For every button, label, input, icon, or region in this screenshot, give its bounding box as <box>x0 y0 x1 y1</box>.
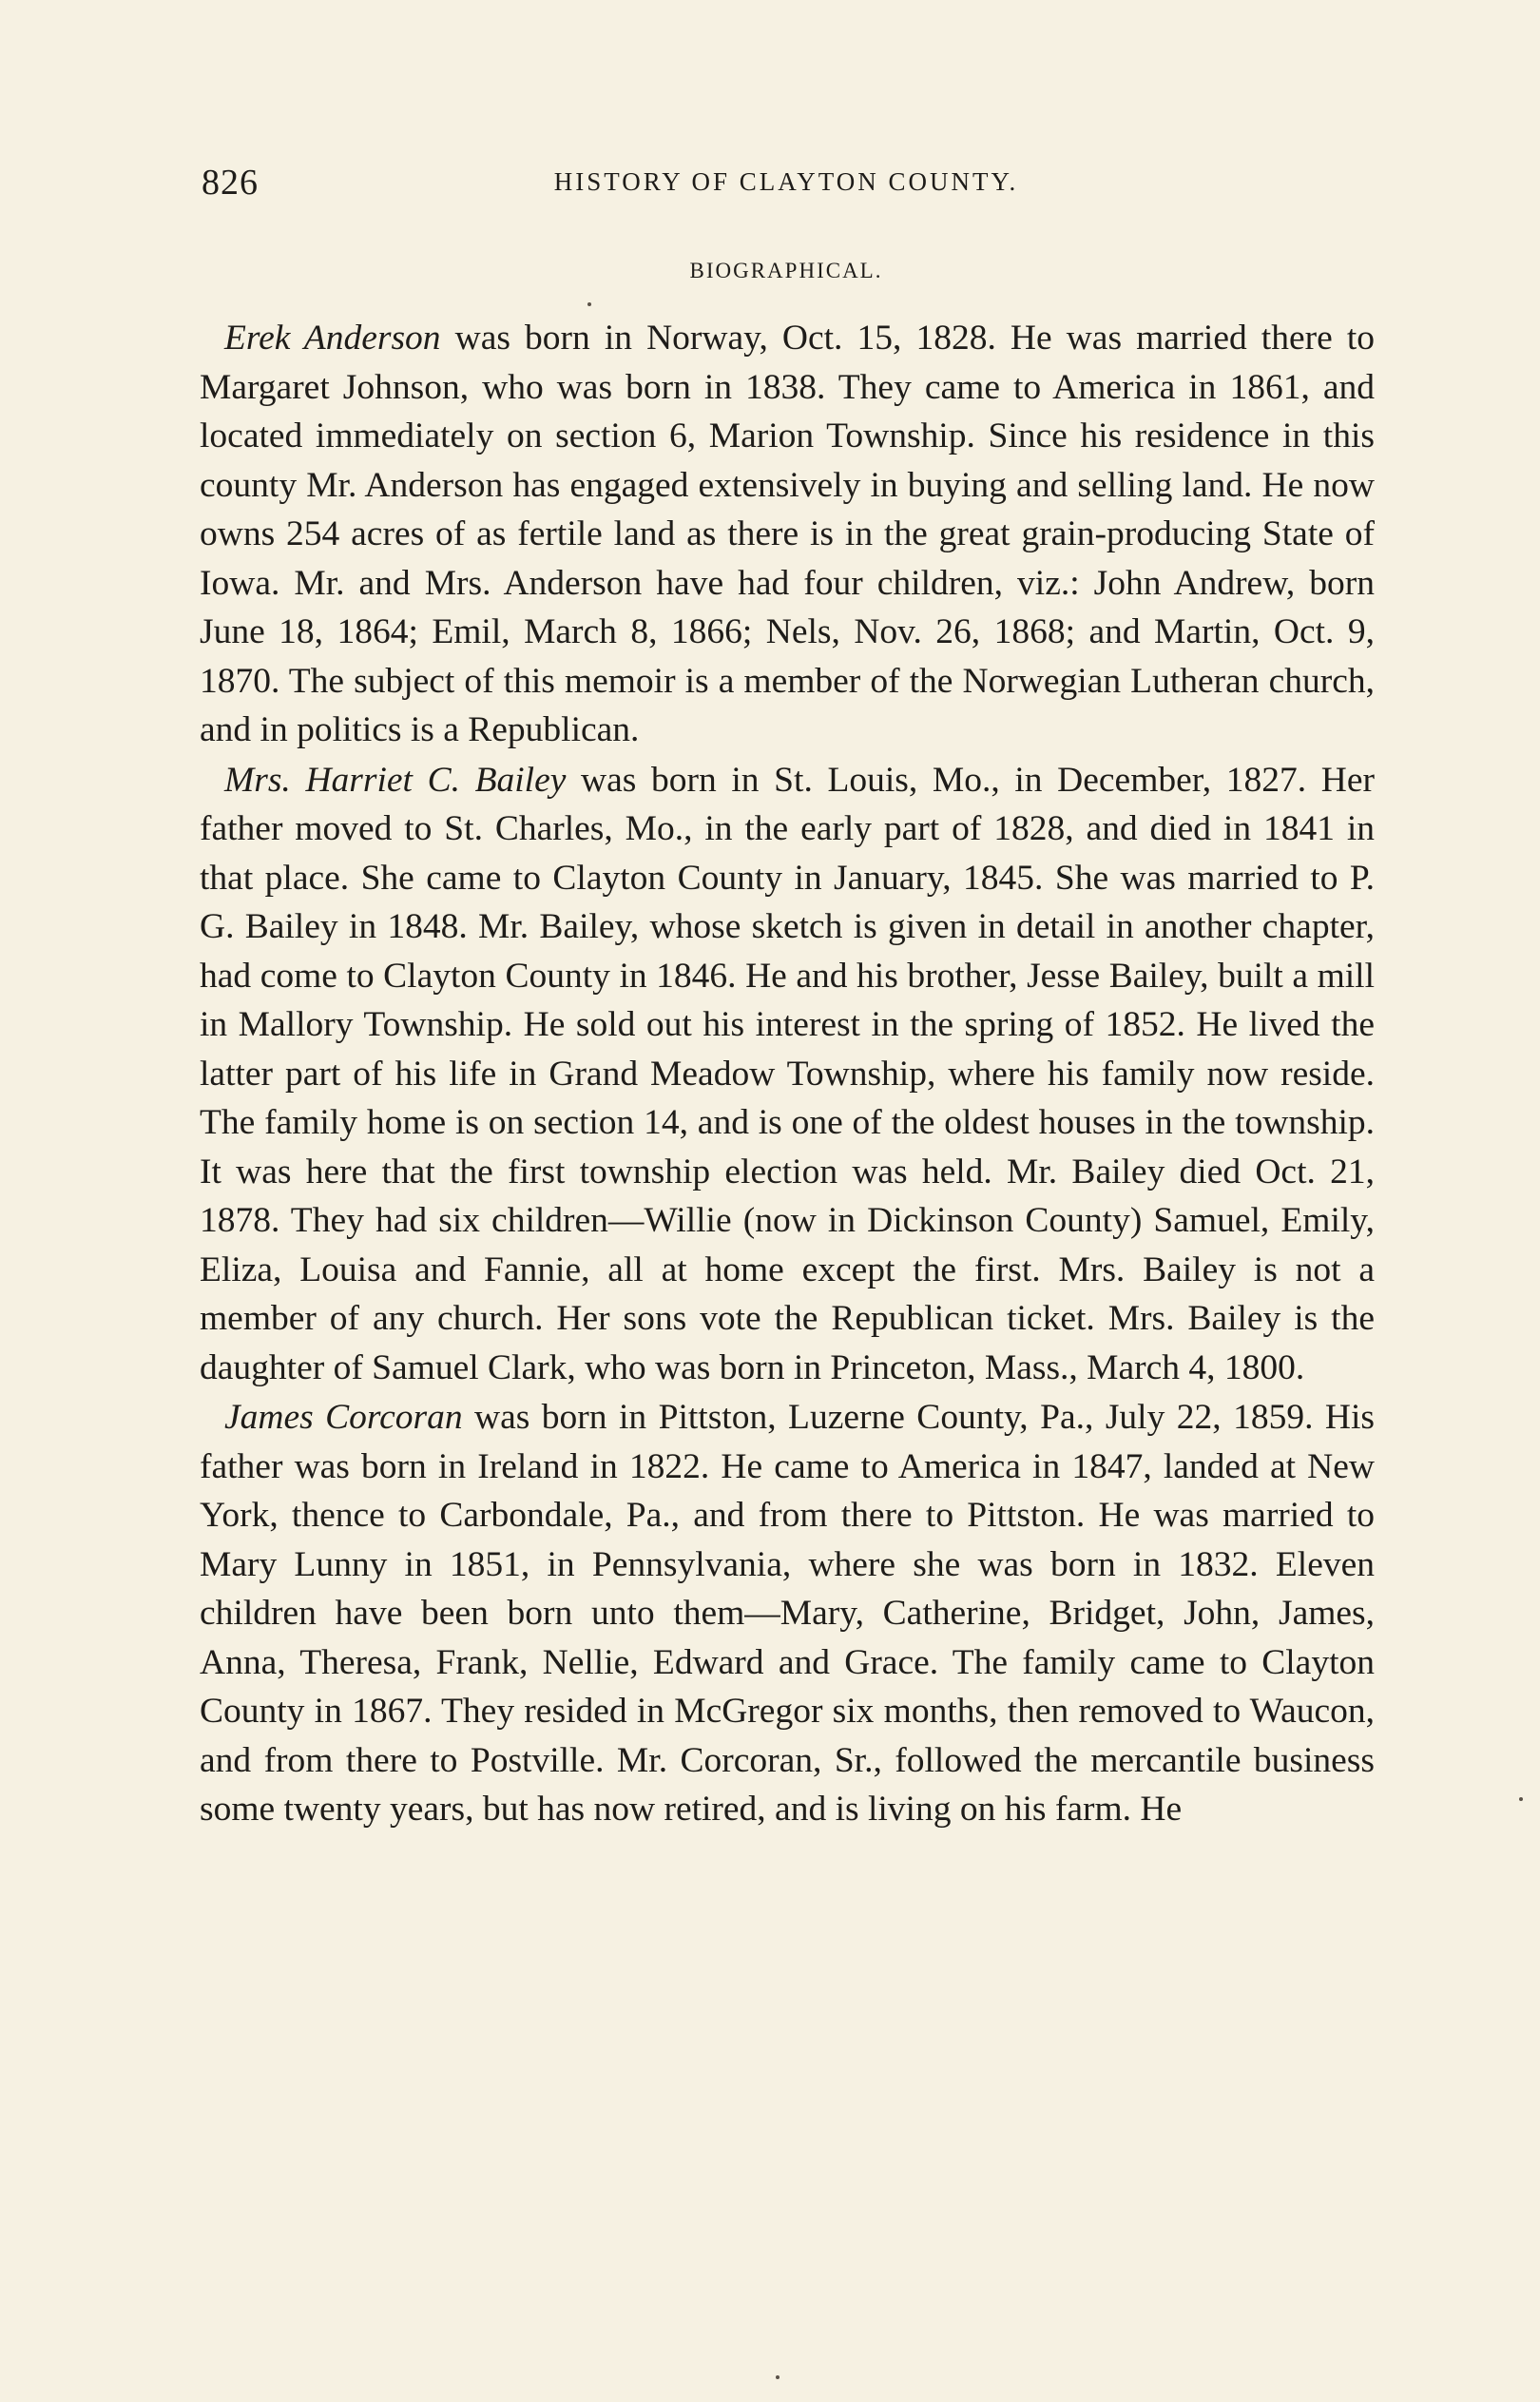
entry-text: was born in Pittston, Luzerne County, Pa., July 22, 1859. His father was born in Ireland in 1822. He came to America in 1847, landed at New York, thence to Carbondale, Pa., and from there to Pittston. He was married to Mary Lunny in 1851, in Pennsylvania, where she was born in 1832. Eleven children have been born unto them—Mary, Catherine, Bridget, John, James, Anna, Theresa, Frank, Nellie, Edward and Grace. The family came to Clayton County in 1867. They resided in McGregor six months, then removed to Waucon, and from there to Postville. Mr. Corcoran, Sr., followed the mercantile business some twenty years, but has now retired, and is living on his farm. He <box>200 1398 1375 1829</box>
print-speck <box>776 2375 780 2379</box>
section-heading: BIOGRAPHICAL. <box>689 259 883 282</box>
biography-entry <box>200 1393 1375 1834</box>
subject-name: Erek Anderson <box>224 319 441 358</box>
biography-entry <box>200 756 1375 1393</box>
entry-text: was born in Norway, Oct. 15, 1828. He was married there to Margaret Johnson, who was born in 1838. They came to America in 1861, and located immediately on section 6, Marion Township. Since his residence in this county Mr. Anderson has engaged extensively in buying and selling land. He now owns 254 acres of as fertile land as there is in the great grain-producing State of Iowa. Mr. and Mrs. Anderson have had four children, viz.: John Andrew, born June 18, 1864; Emil, March 8, 1866; Nels, Nov. 26, 1868; and Martin, Oct. 9, 1870. The subject of this memoir is a member of the Norwegian Lutheran church, and in politics is a Republican. <box>200 319 1375 749</box>
page-number: 826 <box>202 163 259 203</box>
running-title: HISTORY OF CLAYTON COUNTY. <box>553 167 1019 196</box>
biography-entry <box>200 314 1375 755</box>
print-speck <box>587 302 591 306</box>
subject-name: Mrs. Harriet C. Bailey <box>224 760 567 800</box>
entry-text: was born in St. Louis, Mo., in December, 1827. Her father moved to St. Charles, Mo., in the early part of 1828, and died in 1841 in that place. She came to Clayton County in January, 1845. She was married to P. G. Bailey in 1848. Mr. Bailey, whose sketch is given in detail in another chapter, had come to Clayton County in 1846. He and his brother, Jesse Bailey, built a mill in Mallory Township. He sold out his interest in the spring of 1852. He lived the latter part of his life in Grand Meadow Township, where his family now reside. The family home is on section 14, and is one of the oldest houses in the township. It was here that the first township election was held. Mr. Bailey died Oct. 21, 1878. They had six children—Willie (now in Dickinson County) Samuel, Emily, Eliza, Louisa and Fannie, all at home except the first. Mrs. Bailey is not a member of any church. Her sons vote the Republican ticket. Mrs. Bailey is the daughter of Samuel Clark, who was born in Princeton, Mass., March 4, 1800. <box>200 760 1375 1387</box>
biography-text <box>200 314 1375 1835</box>
page-header <box>202 162 1371 209</box>
subject-name: James Corcoran <box>224 1398 463 1437</box>
print-speck <box>1519 1797 1523 1801</box>
